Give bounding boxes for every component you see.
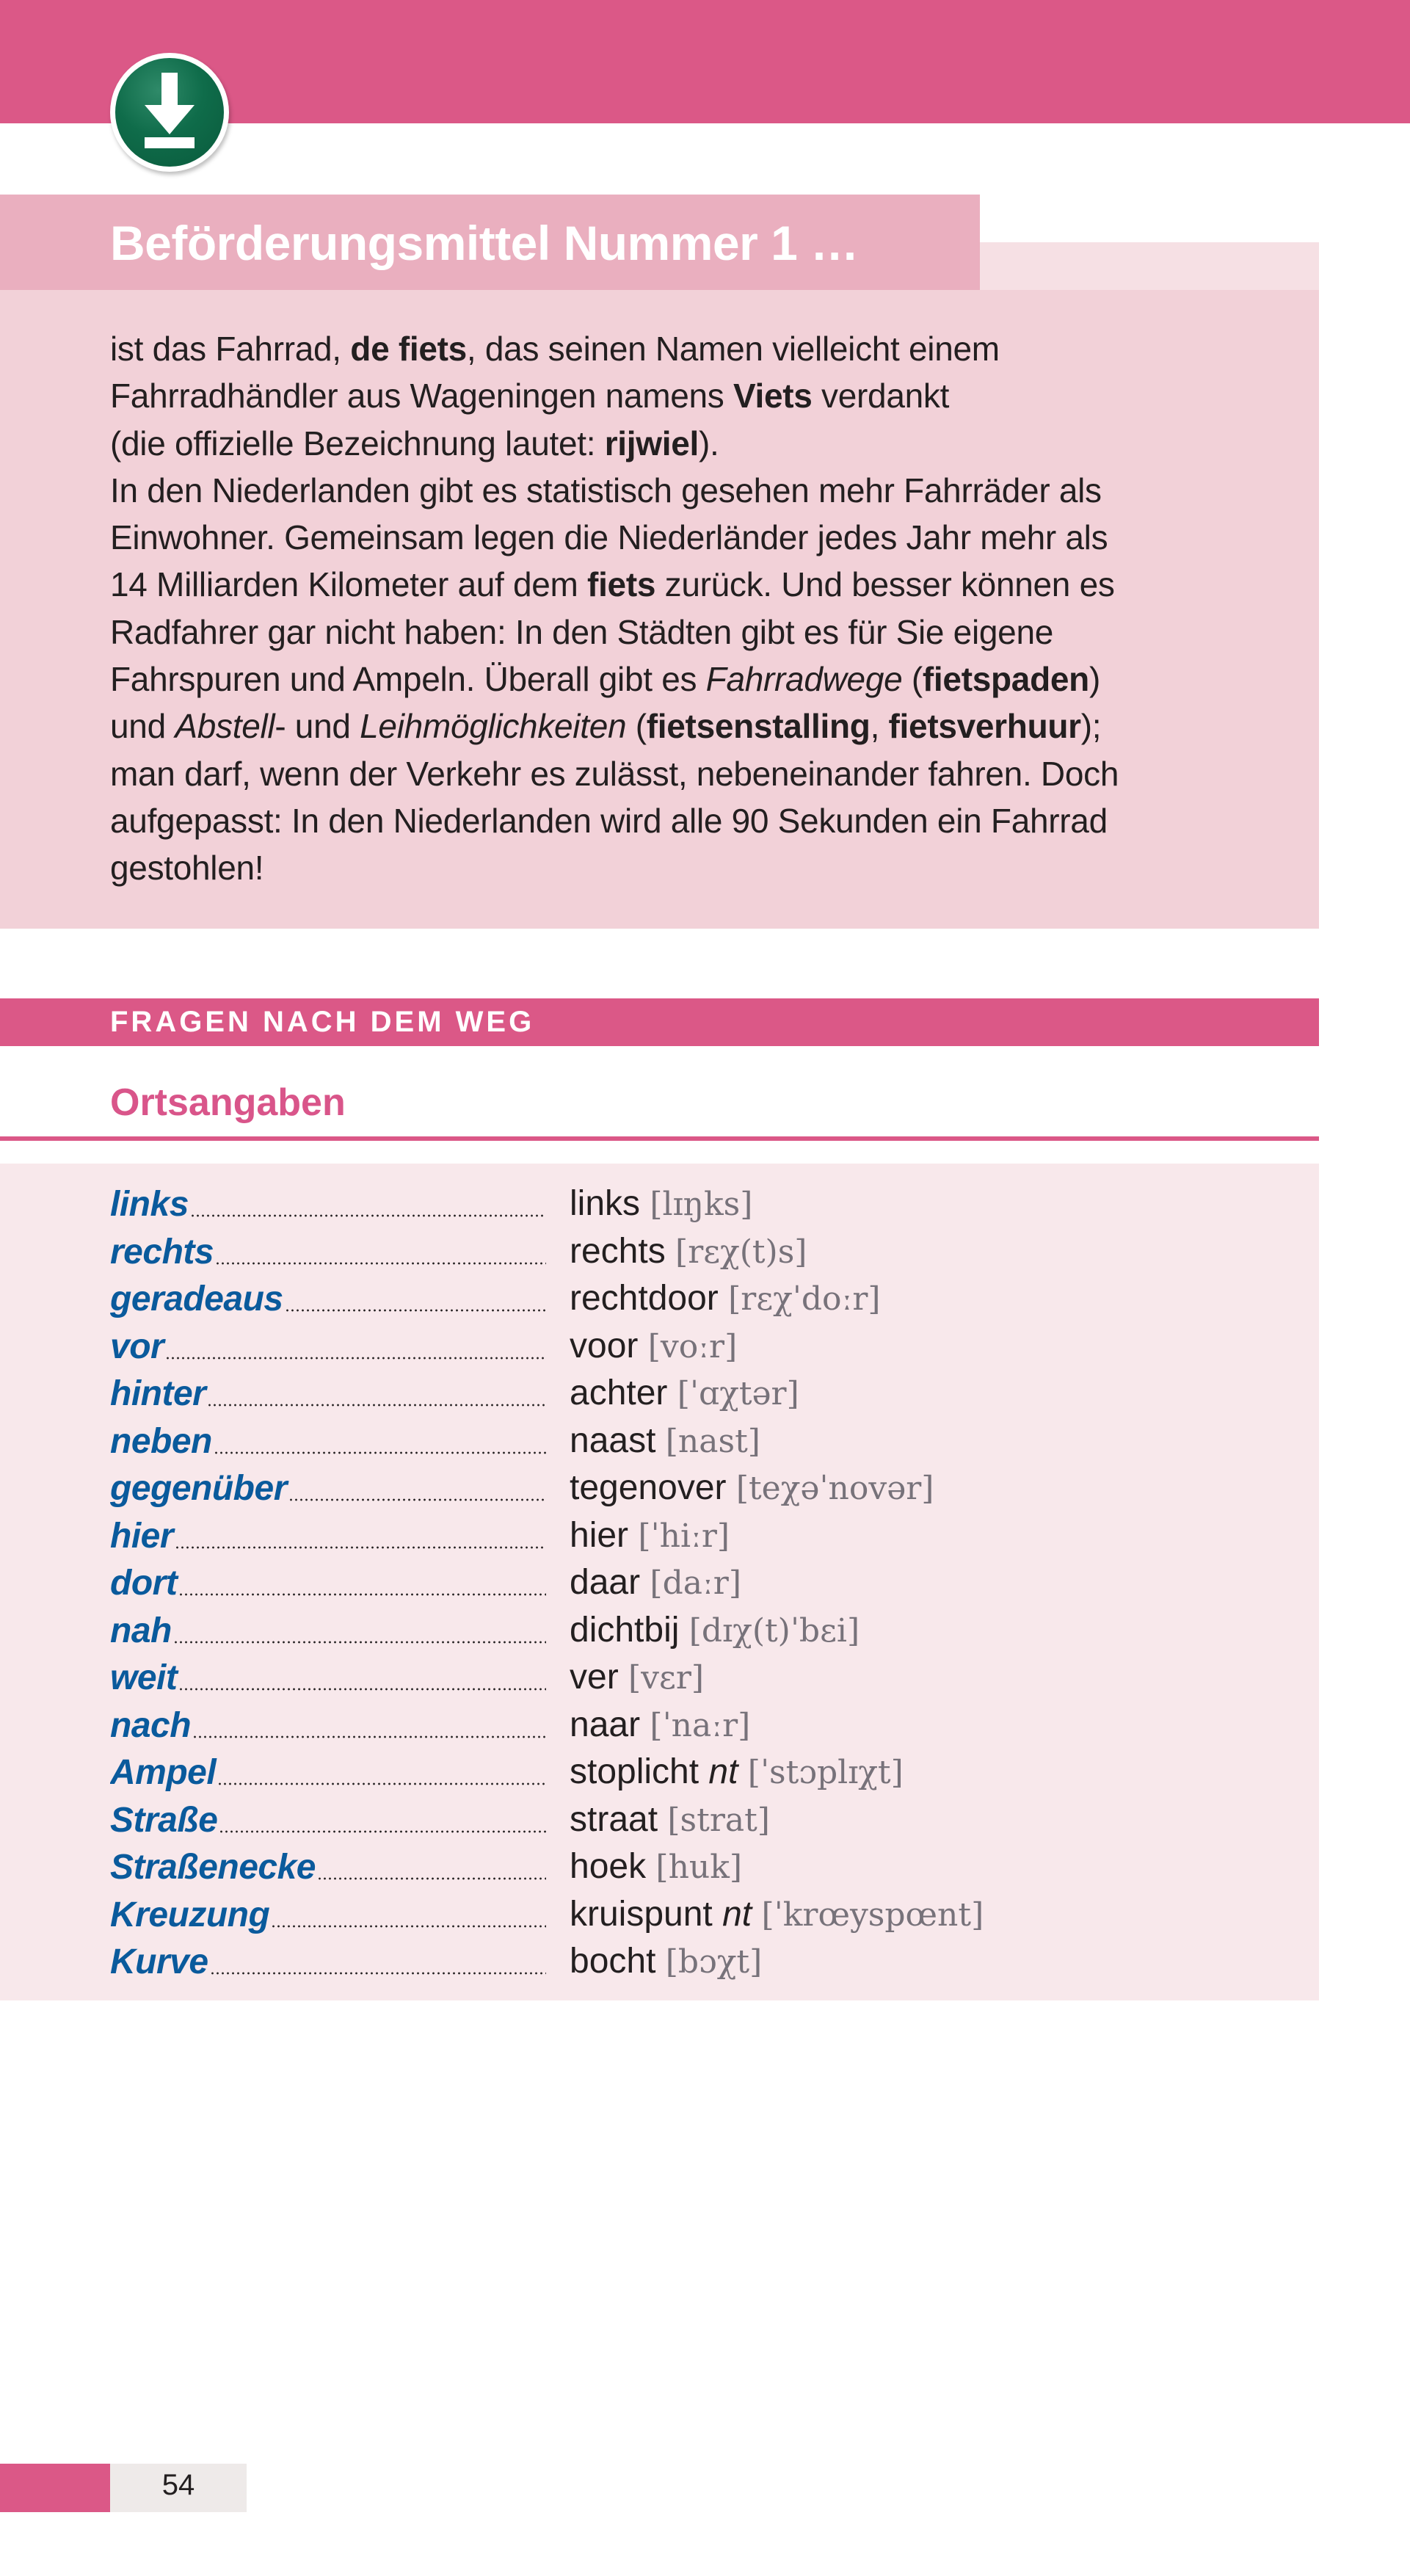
- text-run: In den Niederlanden gibt es statistisch gesehen mehr Fahrräder als: [110, 471, 1102, 509]
- german-term: [110, 1466, 546, 1510]
- dutch-translation: [570, 1230, 807, 1274]
- download-badge[interactable]: [110, 53, 229, 172]
- bold-term: fietsenstalling: [646, 707, 871, 746]
- german-word: hinter: [110, 1374, 206, 1413]
- vocab-row: [0, 1561, 1319, 1608]
- dutch-translation: [570, 1845, 742, 1890]
- dotted-leader: [173, 1641, 546, 1644]
- vocab-row: [0, 1893, 1319, 1940]
- bold-term: fiets: [587, 565, 656, 604]
- german-term: [110, 1514, 546, 1558]
- italic-term: Fahrradwege: [705, 660, 903, 699]
- german-word: Straßenecke: [110, 1848, 316, 1887]
- dutch-word: hier: [570, 1515, 639, 1555]
- pronunciation: [voːr]: [647, 1327, 738, 1365]
- dutch-word: daar: [570, 1563, 650, 1602]
- dutch-translation: [570, 1324, 737, 1369]
- vocab-row: [0, 1940, 1319, 1987]
- info-line: [110, 703, 1284, 750]
- text-run: (die offizielle Bezeichnung lautet:: [110, 424, 605, 462]
- dutch-translation: [570, 1514, 730, 1559]
- pronunciation: [strat]: [667, 1801, 770, 1839]
- pronunciation: [daːr]: [650, 1564, 741, 1602]
- pronunciation: [ˈhiːr]: [638, 1517, 730, 1555]
- vocab-row: [0, 1371, 1319, 1419]
- dutch-translation: [570, 1277, 881, 1321]
- dutch-word: achter: [570, 1374, 677, 1412]
- german-word: dort: [110, 1564, 178, 1603]
- dotted-leader: [175, 1546, 546, 1549]
- pronunciation: [rɛχ(t)s]: [675, 1233, 807, 1271]
- pronunciation: [rɛχˈdoːr]: [728, 1280, 881, 1318]
- vocab-row: [0, 1608, 1319, 1656]
- vocab-row: [0, 1230, 1319, 1277]
- dutch-translation: [570, 1798, 770, 1843]
- vocab-row: [0, 1182, 1319, 1230]
- german-term: [110, 1750, 546, 1794]
- bold-term: de fiets: [350, 330, 467, 368]
- text-run: 14 Milliarden Kilometer auf dem: [110, 565, 588, 604]
- bold-term: fietsverhuur: [888, 707, 1081, 746]
- pronunciation: [dɪχ(t)ˈbɛi]: [688, 1611, 860, 1650]
- dutch-translation: [570, 1750, 904, 1795]
- german-word: links: [110, 1185, 189, 1224]
- pronunciation: [huk]: [655, 1848, 743, 1886]
- text-run: Fahrspuren und Ampeln. Überall gibt es: [110, 660, 706, 699]
- bold-term: rijwiel: [604, 424, 699, 462]
- dotted-leader: [190, 1214, 546, 1217]
- german-term: [110, 1655, 546, 1699]
- pronunciation: [ˈstɔplɪχt]: [747, 1754, 904, 1791]
- german-term: [110, 1561, 546, 1605]
- pronunciation: [teχəˈnovər]: [735, 1470, 934, 1507]
- dotted-leader: [288, 1498, 546, 1501]
- title-accent-strip: [980, 242, 1319, 290]
- text-run: ,: [870, 707, 889, 746]
- german-word: gegenüber: [110, 1469, 287, 1508]
- pronunciation: [lɪŋks]: [650, 1186, 753, 1223]
- dutch-word: straat: [570, 1799, 668, 1839]
- dutch-translation: [570, 1940, 762, 1984]
- german-term: [110, 1893, 546, 1937]
- info-line: [110, 609, 1284, 656]
- subsection-title: Ortsangaben: [110, 1081, 346, 1124]
- dotted-leader: [285, 1309, 546, 1312]
- dutch-word: stoplicht: [570, 1752, 709, 1791]
- text-run: und: [110, 707, 175, 746]
- info-line: [110, 467, 1284, 514]
- dutch-word: rechtdoor: [570, 1279, 729, 1318]
- text-run: - und: [275, 707, 360, 746]
- pronunciation: [bɔχt]: [665, 1943, 763, 1981]
- subsection-divider: [0, 1136, 1319, 1141]
- vocab-row: [0, 1703, 1319, 1751]
- info-line: [110, 514, 1284, 561]
- dutch-translation: [570, 1655, 704, 1700]
- german-word: weit: [110, 1658, 178, 1697]
- vocab-row: [0, 1466, 1319, 1514]
- info-line: [110, 325, 1284, 372]
- text-run: verdankt: [812, 377, 950, 416]
- dutch-word: rechts: [570, 1231, 676, 1271]
- text-run: Radfahrer gar nicht haben: In den Städten gibt es für Sie eigene: [110, 612, 1054, 651]
- section-title: FRAGEN NACH DEM WEG: [110, 1006, 535, 1038]
- german-word: Kreuzung: [110, 1895, 270, 1934]
- info-title: Beförderungsmittel Nummer 1 …: [110, 216, 859, 270]
- text-run: man darf, wenn der Verkehr es zulässt, nebeneinander fahren. Doch: [110, 754, 1119, 793]
- german-word: vor: [110, 1327, 164, 1366]
- dutch-translation: [570, 1419, 760, 1464]
- dutch-word: hoek: [570, 1847, 656, 1886]
- german-word: nach: [110, 1705, 192, 1745]
- dotted-leader: [271, 1925, 546, 1928]
- text-run: , das seinen Namen vielleicht einem: [466, 330, 1000, 368]
- info-line: [110, 561, 1284, 608]
- dotted-leader: [192, 1735, 546, 1738]
- german-word: geradeaus: [110, 1280, 283, 1318]
- pronunciation: [ˈkrœyspœnt]: [761, 1895, 984, 1934]
- dutch-translation: [570, 1608, 860, 1653]
- german-word: Straße: [110, 1800, 218, 1840]
- vocab-row: [0, 1655, 1319, 1703]
- dutch-translation: [570, 1561, 741, 1606]
- german-term: [110, 1277, 546, 1321]
- dutch-word: ver: [570, 1658, 629, 1697]
- german-word: hier: [110, 1516, 174, 1556]
- dotted-leader: [317, 1877, 546, 1880]
- bold-term: fietspaden: [922, 660, 1089, 699]
- dutch-word: links: [570, 1184, 650, 1223]
- info-line: [110, 420, 1284, 467]
- info-line: [110, 797, 1284, 844]
- german-term: [110, 1371, 546, 1415]
- vocab-list: [0, 1182, 1319, 1987]
- dotted-leader: [210, 1972, 546, 1975]
- german-term: [110, 1940, 546, 1984]
- german-word: nah: [110, 1611, 172, 1650]
- pronunciation: [ˈɑχtər]: [677, 1375, 799, 1412]
- german-word: Ampel: [110, 1753, 217, 1792]
- german-word: Kurve: [110, 1942, 208, 1981]
- info-line: [110, 656, 1284, 703]
- dotted-leader: [219, 1830, 546, 1833]
- vocab-row: [0, 1277, 1319, 1324]
- text-run: (: [626, 707, 647, 746]
- info-line: [110, 372, 1284, 419]
- dotted-leader: [165, 1357, 546, 1360]
- dutch-translation: [570, 1466, 934, 1511]
- german-term: [110, 1703, 546, 1747]
- german-term: [110, 1324, 546, 1368]
- pronunciation: [nast]: [665, 1422, 760, 1460]
- vocab-row: [0, 1750, 1319, 1798]
- dotted-leader: [207, 1404, 546, 1407]
- gender-marker: nt: [722, 1894, 762, 1934]
- text-run: Einwohner. Gemeinsam legen die Niederländer jedes Jahr mehr als: [110, 518, 1108, 557]
- text-run: aufgepasst: In den Niederlanden wird alle 90 Sekunden ein Fahrrad: [110, 801, 1108, 840]
- vocab-row: [0, 1845, 1319, 1893]
- text-run: Fahrradhändler aus Wageningen namens: [110, 377, 733, 416]
- text-run: gestohlen!: [110, 849, 264, 888]
- text-run: );: [1080, 707, 1102, 746]
- german-term: [110, 1182, 546, 1226]
- german-word: rechts: [110, 1232, 214, 1271]
- vocab-row: [0, 1798, 1319, 1846]
- text-run: ).: [698, 424, 719, 462]
- german-term: [110, 1798, 546, 1842]
- footer-accent: [0, 2464, 110, 2512]
- dutch-word: kruispunt: [570, 1894, 723, 1934]
- bold-term: Viets: [733, 377, 813, 416]
- dutch-word: naast: [570, 1421, 666, 1460]
- german-term: [110, 1845, 546, 1889]
- dutch-translation: [570, 1182, 752, 1227]
- info-paragraph: [110, 325, 1284, 892]
- vocab-row: [0, 1419, 1319, 1467]
- dutch-word: tegenover: [570, 1468, 736, 1507]
- info-line: [110, 844, 1284, 891]
- vocab-row: [0, 1514, 1319, 1561]
- german-word: neben: [110, 1421, 212, 1461]
- german-term: [110, 1419, 546, 1463]
- dutch-word: bocht: [570, 1942, 666, 1981]
- dutch-translation: [570, 1703, 750, 1748]
- dotted-leader: [178, 1688, 546, 1691]
- italic-term: Leihmöglichkeiten: [360, 707, 627, 746]
- text-run: ist das Fahrrad,: [110, 330, 351, 368]
- german-term: [110, 1608, 546, 1652]
- dutch-translation: [570, 1371, 799, 1416]
- vocab-row: [0, 1324, 1319, 1372]
- gender-marker: nt: [708, 1752, 748, 1791]
- text-run: ): [1089, 660, 1100, 699]
- dotted-leader: [178, 1593, 546, 1596]
- dotted-leader: [217, 1782, 546, 1785]
- text-run: zurück. Und besser können es: [655, 565, 1115, 604]
- dotted-leader: [214, 1451, 546, 1454]
- text-run: (: [902, 660, 923, 699]
- german-term: [110, 1230, 546, 1274]
- page-number: 54: [161, 2469, 195, 2501]
- info-line: [110, 750, 1284, 797]
- dutch-translation: [570, 1893, 984, 1937]
- download-icon: [115, 58, 224, 167]
- dutch-word: dichtbij: [570, 1610, 689, 1650]
- dutch-word: naar: [570, 1705, 650, 1744]
- dutch-word: voor: [570, 1326, 648, 1365]
- dotted-leader: [215, 1262, 546, 1265]
- italic-term: Abstell: [175, 707, 275, 746]
- pronunciation: [vɛr]: [628, 1659, 705, 1697]
- pronunciation: [ˈnaːr]: [650, 1706, 751, 1744]
